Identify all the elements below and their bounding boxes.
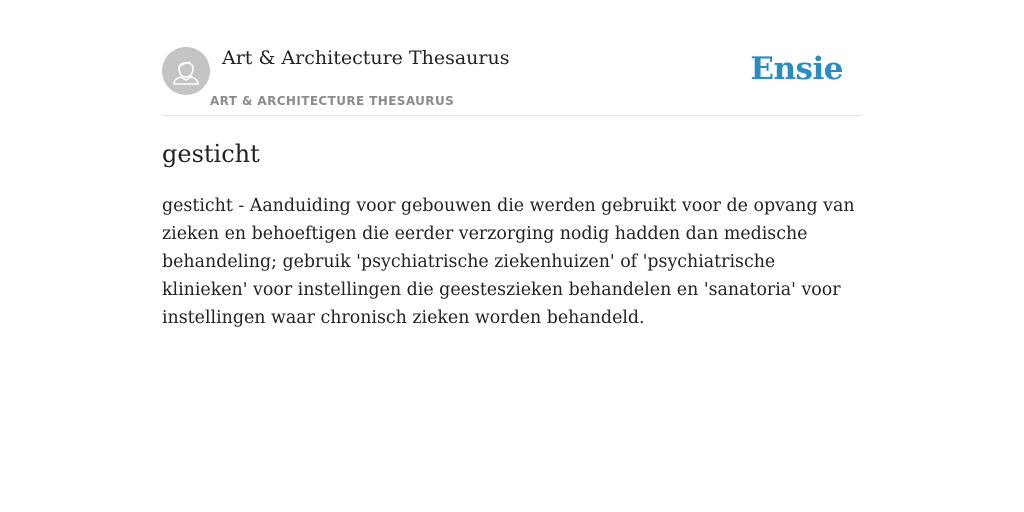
page-title: gesticht	[162, 140, 260, 168]
author-name[interactable]: Art & Architecture Thesaurus	[222, 47, 510, 69]
header	[162, 0, 862, 116]
avatar[interactable]	[162, 47, 210, 95]
user-avatar-icon	[162, 47, 210, 95]
author-subtitle[interactable]: ART & ARCHITECTURE THESAURUS	[210, 94, 455, 108]
definition-text: gesticht - Aanduiding voor gebouwen die werden gebruikt voor de opvang van zieken en behoeftigen die eerder verzorging nodig hadden dan medische behandeling; gebruik 'psychiatrische ziekenhuizen' of 'psychiatrische klinieken' voor instellingen die geesteszieken behandelen en 'sanatoria' voor instellingen waar chronisch zieken worden behandeld.	[162, 196, 855, 328]
ensie-logo[interactable]: Ensie	[750, 51, 843, 87]
page	[162, 0, 862, 512]
